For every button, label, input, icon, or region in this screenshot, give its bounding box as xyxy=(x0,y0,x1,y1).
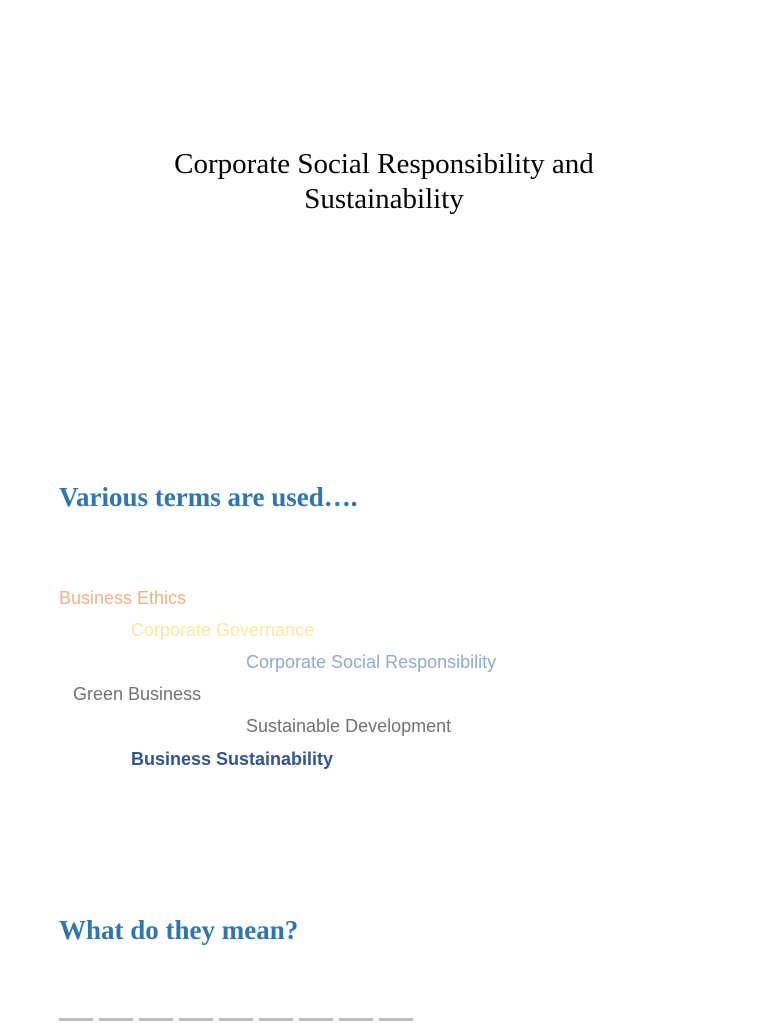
title-line-2: Sustainability xyxy=(304,183,464,215)
cut-off-text-line xyxy=(0,1012,768,1024)
term-sustainable-development: Sustainable Development xyxy=(246,716,452,736)
section-heading-various-terms: Various terms are used…. xyxy=(59,482,358,512)
term-business-ethics: Business Ethics xyxy=(59,588,187,608)
title-line-1: Corporate Social Responsibility and xyxy=(174,148,594,180)
slide-title xyxy=(0,147,768,217)
term-corporate-social-responsibility: Corporate Social Responsibility xyxy=(246,652,497,672)
partial-text-fragment xyxy=(59,1018,414,1021)
term-corporate-governance: Corporate Governance xyxy=(131,620,315,640)
term-green-business: Green Business xyxy=(73,684,202,704)
term-business-sustainability: Business Sustainability xyxy=(131,749,334,769)
section-heading-what-do-they-mean: What do they mean? xyxy=(59,915,299,945)
